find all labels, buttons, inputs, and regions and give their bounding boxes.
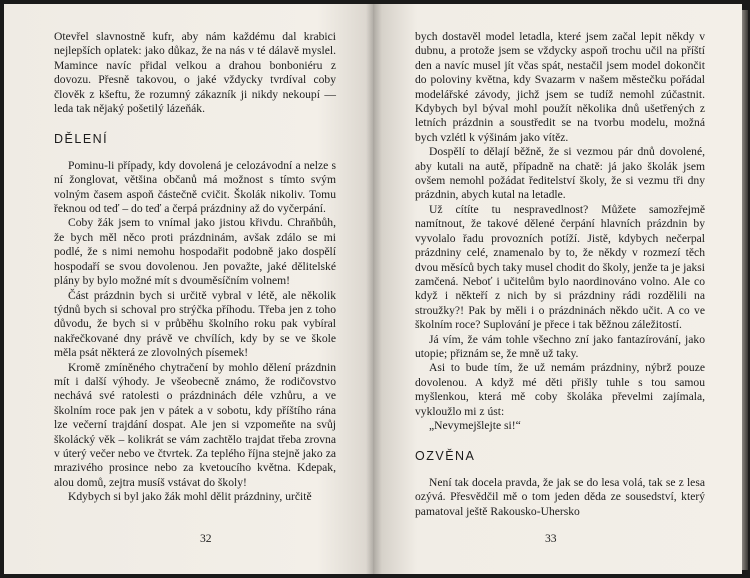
left-page-text	[54, 30, 336, 505]
book-spread	[4, 4, 742, 574]
paragraph: Kromě zmíněného chytračení by mohlo dělení prázdnin mít i další výhody. Je všeobecně známo, že rodičovstvo nechává své ratolesti o prázdninách déle vzhůru, a ve školním roce pak jen v pátek a v sobotu, kdy příštího rána lze večerní trajdání dospat. Ale jen si vzpomeňte na svůj školácký věk – kolikrát se vám zachtělo trajdat třeba zrovna v úterý večer nebo ve čtvrtek. Za teplého října stejně jako za mrazivého prosince nebo za kvetoucího května. Kdepak, alou domů, zejtra musíš vstávat do školy!	[54, 360, 336, 489]
paragraph: Coby žák jsem to vnímal jako jistou křivdu. Chraňbůh, že bych měl něco proti prázdninám, avšak zdálo se mi podlé, že s nimi nemohu hospodařit podobně jako dospělí hospodaří se svou dovolenou. Jen považte, jaké dělitelské plány by bylo možné mít s dvouměsíčním volnem!	[54, 216, 336, 288]
right-page-text	[415, 30, 705, 519]
left-page	[4, 4, 373, 574]
book-edge	[742, 10, 748, 570]
page-number-right: 33	[545, 532, 557, 545]
section-heading-deleni: DĚLENÍ	[54, 132, 109, 147]
book-gutter	[366, 4, 382, 574]
paragraph: Není tak docela pravda, že jak se do lesa volá, tak se z lesa ozývá. Přesvědčil mě o tom jeden děda ze sousedství, který pamatoval ještě Rakousko-Uhersko	[415, 475, 705, 518]
paragraph: Dospělí to dělají běžně, že si vezmou pár dnů dovolené, aby kutali na autě, případně na chatě: já jako školák jsem ovšem nemohl požádat ředitelství školy, že si vezmu tři dny prázdnin, abych kutal na letadle.	[415, 145, 705, 202]
page-number-left: 32	[200, 532, 212, 545]
right-page	[373, 4, 742, 574]
paragraph: Otevřel slavnostně kufr, aby nám každému dal krabici nejlepších oplatek: jako důkaz, že na nás v té dálavě myslel. Mamince navíc přidal velkou a drahou bonboniéru z dovozu. Přesně takovou, o jaké vždycky tvrdíval coby člověk z kšeftu, že rozumný zákazník ji nikdy nekoupí — leda tak nějaký pošetilý lázeňák.	[54, 30, 336, 116]
paragraph: Část prázdnin bych si určitě vybral v létě, ale několik týdnů bych si schoval pro strýčka příhodu. Třeba jen z toho důvodu, že bych si v průběhu školního roku pak vybíral nakřečkované dny právě ve chvílích, kdy by se ve škole měla psát některá ze zlovolných písemek!	[54, 288, 336, 360]
paragraph: Já vím, že vám tohle všechno zní jako fantazírování, jako utopie; přiznám se, že mně už taky.	[415, 332, 705, 360]
paragraph: Pominu-li případy, kdy dovolená je celozávodní a nelze s ní žonglovat, většina občanů má možnost s tímto svým volným časem aspoň částečně cvičit. Školák nikoliv. Tomu řeknou od teď – do teď a čerpá prázdniny až do vyčerpání.	[54, 158, 336, 216]
paragraph: bych dostavěl model letadla, které jsem začal lepit někdy v dubnu, a protože jsem se vždycky aspoň trochu učil na příští den a navíc musel jít včas spát, nestačil jsem model dokončit do poloviny května, kdy Svazarm v našem městečku pořádal modelářské závody, jichž jsem se tudíž nemohl zúčastnit. Kdybych byl býval mohl použít několika dnů ušetřených z letních prázdnin a soustředit se na tvorbu modelu, možná bych vzlétl k výšinám jako vítěz.	[415, 30, 705, 144]
paragraph: Už cítíte tu nespravedlnost? Můžete samozřejmě namítnout, že takové dělené čerpání hlavních prázdnin by vyvolalo řadu provozních potíží. Jistě, kdybych nečerpal prázdniny celé, znamenalo by to, že někdy v rozmezí těch dvou měsíců bych taky musel chodit do školy, jenže ta je jaksi zamčená. Neboť i učitelům bylo naordinováno volno. Ale co když i někteří z nich by si prázdniny rádi rozdělili na stroužky?! Pak by měli i o prázdninách někdo učit. A co ve školním roce? Suplování je přece i tak běžnou záležitostí.	[415, 202, 705, 332]
paragraph: Kdybych si byl jako žák mohl dělit prázdniny, určitě	[68, 490, 312, 504]
paragraph: Asi to bude tím, že už nemám prázdniny, nýbrž pouze dovolenou. A když mé děti přišly tuhle s tou samou myšlenkou, která mě coby školáka převelmi zajímala, vykloužlo mi z úst:	[415, 361, 705, 418]
paragraph: „Nevymejšlejte si!“	[429, 418, 521, 432]
section-heading-ozvena: OZVĚNA	[415, 449, 476, 464]
